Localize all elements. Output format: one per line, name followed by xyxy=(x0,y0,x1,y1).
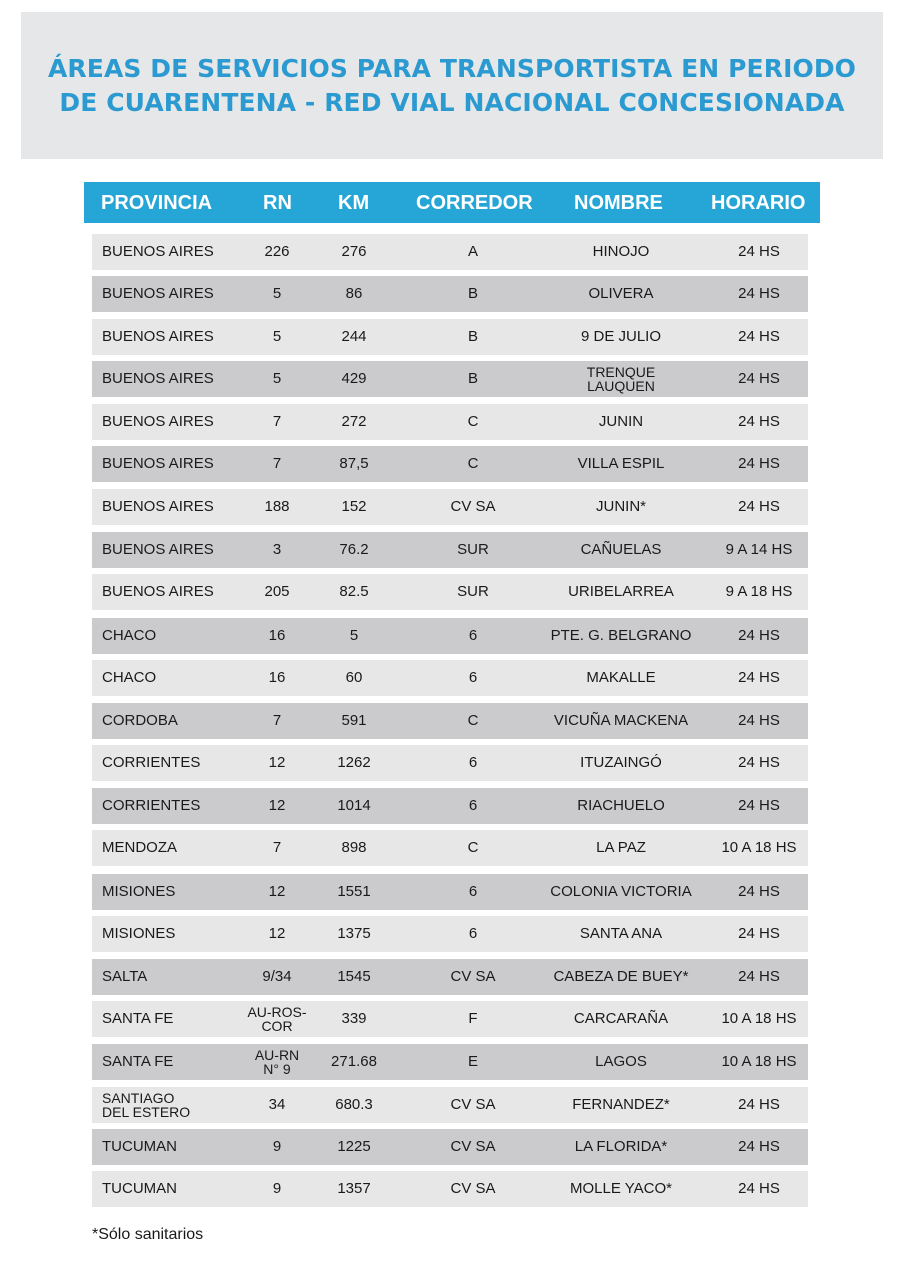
table-row xyxy=(92,489,808,525)
table-row xyxy=(92,703,808,739)
header-provincia: PROVINCIA xyxy=(101,192,213,214)
cell-rn: 5 xyxy=(272,285,282,302)
cell-rn: 9 xyxy=(272,1180,282,1197)
cell-horario: 24 HS xyxy=(738,627,780,644)
cell-horario: 10 A 18 HS xyxy=(721,1010,797,1027)
cell-horario: 24 HS xyxy=(738,455,780,472)
cell-km: 429 xyxy=(341,370,367,387)
cell-corredor: C xyxy=(467,413,479,430)
cell-corredor: CV SA xyxy=(450,1096,496,1113)
cell-horario: 24 HS xyxy=(738,370,780,387)
cell-rn: 16 xyxy=(268,627,286,644)
cell-corredor: 6 xyxy=(468,754,478,771)
cell-horario: 24 HS xyxy=(738,413,780,430)
cell-rn: 7 xyxy=(272,712,282,729)
cell-nombre: JUNIN* xyxy=(595,498,647,515)
cell-rn: 12 xyxy=(268,883,286,900)
cell-rn: AU-RN N° 9 xyxy=(254,1047,300,1077)
cell-provincia: SANTIAGO DEL ESTERO xyxy=(102,1090,191,1120)
table-row xyxy=(92,618,808,654)
table-row xyxy=(92,404,808,440)
cell-horario: 24 HS xyxy=(738,669,780,686)
cell-horario: 24 HS xyxy=(738,883,780,900)
cell-horario: 10 A 18 HS xyxy=(721,839,797,856)
table-header xyxy=(84,182,820,223)
cell-rn: 9 xyxy=(272,1138,282,1155)
cell-nombre: CARCARAÑA xyxy=(573,1010,669,1027)
cell-corredor: SUR xyxy=(457,541,489,558)
cell-nombre: CAÑUELAS xyxy=(580,541,662,558)
cell-provincia: SANTA FE xyxy=(102,1010,174,1027)
header-corredor: CORREDOR xyxy=(416,192,533,214)
cell-km: 244 xyxy=(341,328,367,345)
cell-provincia: SANTA FE xyxy=(102,1053,174,1070)
cell-nombre: TRENQUE LAUQUEN xyxy=(586,364,656,394)
cell-km: 271.68 xyxy=(331,1053,377,1070)
cell-rn: 16 xyxy=(268,669,286,686)
cell-horario: 24 HS xyxy=(738,712,780,729)
header-nombre: NOMBRE xyxy=(574,192,663,214)
cell-nombre: LAGOS xyxy=(595,1053,647,1070)
cell-rn: 34 xyxy=(268,1096,286,1113)
cell-km: 898 xyxy=(341,839,367,856)
cell-corredor: E xyxy=(467,1053,479,1070)
cell-rn: 5 xyxy=(272,328,282,345)
cell-provincia: BUENOS AIRES xyxy=(102,498,214,515)
table-row xyxy=(92,1001,808,1037)
cell-nombre: LA PAZ xyxy=(596,839,646,856)
cell-corredor: CV SA xyxy=(450,498,496,515)
cell-provincia: BUENOS AIRES xyxy=(102,455,214,472)
cell-km: 86 xyxy=(345,285,363,302)
cell-rn: 12 xyxy=(268,797,286,814)
cell-horario: 24 HS xyxy=(738,1180,780,1197)
cell-horario: 10 A 18 HS xyxy=(721,1053,797,1070)
table-row xyxy=(92,1129,808,1165)
cell-provincia: CHACO xyxy=(102,627,157,644)
cell-corredor: C xyxy=(467,455,479,472)
cell-corredor: CV SA xyxy=(450,1138,496,1155)
cell-km: 1014 xyxy=(337,797,371,814)
table-row xyxy=(92,830,808,866)
cell-km: 76.2 xyxy=(339,541,369,558)
cell-horario: 9 A 18 HS xyxy=(725,583,793,600)
table-row xyxy=(92,319,808,355)
cell-km: 1375 xyxy=(337,925,371,942)
cell-nombre: CABEZA DE BUEY* xyxy=(553,968,689,985)
cell-nombre: RIACHUELO xyxy=(577,797,665,814)
cell-corredor: 6 xyxy=(468,883,478,900)
cell-corredor: 6 xyxy=(468,925,478,942)
cell-nombre: OLIVERA xyxy=(588,285,654,302)
table-row xyxy=(92,959,808,995)
cell-horario: 24 HS xyxy=(738,285,780,302)
cell-km: 1225 xyxy=(337,1138,371,1155)
cell-km: 5 xyxy=(349,627,359,644)
cell-km: 60 xyxy=(345,669,363,686)
cell-km: 339 xyxy=(341,1010,367,1027)
table-row xyxy=(92,361,808,397)
cell-corredor: SUR xyxy=(457,583,489,600)
cell-corredor: 6 xyxy=(468,797,478,814)
cell-rn: 5 xyxy=(272,370,282,387)
cell-provincia: TUCUMAN xyxy=(102,1180,177,1197)
cell-horario: 24 HS xyxy=(738,1138,780,1155)
cell-rn: AU-ROS- COR xyxy=(247,1004,307,1034)
cell-km: 272 xyxy=(341,413,367,430)
cell-provincia: BUENOS AIRES xyxy=(102,370,214,387)
cell-corredor: 6 xyxy=(468,627,478,644)
header-horario: HORARIO xyxy=(711,192,806,214)
cell-rn: 3 xyxy=(272,541,282,558)
cell-provincia: TUCUMAN xyxy=(102,1138,177,1155)
cell-km: 87,5 xyxy=(339,455,369,472)
cell-provincia: BUENOS AIRES xyxy=(102,541,214,558)
cell-nombre: ITUZAINGÓ xyxy=(580,754,662,771)
footnote: *Sólo sanitarios xyxy=(92,1226,204,1243)
cell-provincia: CORRIENTES xyxy=(102,754,201,771)
cell-corredor: CV SA xyxy=(450,968,496,985)
cell-provincia: BUENOS AIRES xyxy=(102,328,214,345)
cell-nombre: COLONIA VICTORIA xyxy=(550,883,692,900)
page-title-line-2: DE CUARENTENA - RED VIAL NACIONAL CONCESIONADA xyxy=(59,87,845,117)
cell-km: 1551 xyxy=(337,883,371,900)
header-rn: RN xyxy=(263,192,292,214)
table-row xyxy=(92,234,808,270)
cell-horario: 24 HS xyxy=(738,754,780,771)
cell-corredor: 6 xyxy=(468,669,478,686)
cell-provincia: MISIONES xyxy=(102,883,176,900)
cell-horario: 24 HS xyxy=(738,968,780,985)
cell-nombre: MAKALLE xyxy=(586,669,656,686)
table-row xyxy=(92,1087,808,1123)
cell-km: 82.5 xyxy=(339,583,369,600)
cell-rn: 7 xyxy=(272,455,282,472)
cell-provincia: CORRIENTES xyxy=(102,797,201,814)
cell-nombre: URIBELARREA xyxy=(568,583,674,600)
cell-km: 591 xyxy=(341,712,367,729)
cell-rn: 205 xyxy=(264,583,290,600)
cell-km: 152 xyxy=(341,498,367,515)
cell-km: 1262 xyxy=(337,754,371,771)
cell-horario: 9 A 14 HS xyxy=(725,541,793,558)
cell-rn: 226 xyxy=(264,243,290,260)
cell-nombre: SANTA ANA xyxy=(579,925,663,942)
table-row xyxy=(92,788,808,824)
table-row xyxy=(92,446,808,482)
cell-horario: 24 HS xyxy=(738,328,780,345)
cell-corredor: C xyxy=(467,839,479,856)
cell-corredor: A xyxy=(467,243,479,260)
cell-provincia: BUENOS AIRES xyxy=(102,583,214,600)
cell-nombre: HINOJO xyxy=(592,243,650,260)
page-title-line-1: ÁREAS DE SERVICIOS PARA TRANSPORTISTA EN PERIODO xyxy=(47,53,857,83)
cell-rn: 188 xyxy=(264,498,290,515)
cell-provincia: MENDOZA xyxy=(102,839,177,856)
table-row xyxy=(92,1044,808,1080)
table-row xyxy=(92,874,808,910)
cell-corredor: B xyxy=(467,285,479,302)
cell-nombre: LA FLORIDA* xyxy=(574,1138,668,1155)
table-row xyxy=(92,916,808,952)
cell-km: 276 xyxy=(341,243,367,260)
table-row xyxy=(92,574,808,610)
cell-corredor: C xyxy=(467,712,479,729)
cell-horario: 24 HS xyxy=(738,1096,780,1113)
cell-rn: 7 xyxy=(272,413,282,430)
cell-provincia: SALTA xyxy=(102,968,148,985)
cell-rn: 9/34 xyxy=(262,968,292,985)
cell-nombre: FERNANDEZ* xyxy=(572,1096,670,1113)
cell-provincia: MISIONES xyxy=(102,925,176,942)
table-row xyxy=(92,745,808,781)
cell-nombre: 9 DE JULIO xyxy=(580,328,662,345)
cell-horario: 24 HS xyxy=(738,498,780,515)
title-banner xyxy=(21,12,883,159)
cell-corredor: B xyxy=(467,328,479,345)
cell-km: 1357 xyxy=(337,1180,371,1197)
table-row xyxy=(92,1171,808,1207)
cell-rn: 7 xyxy=(272,839,282,856)
cell-rn: 12 xyxy=(268,925,286,942)
table-row xyxy=(92,276,808,312)
cell-horario: 24 HS xyxy=(738,925,780,942)
cell-nombre: VILLA ESPIL xyxy=(577,455,665,472)
cell-corredor: CV SA xyxy=(450,1180,496,1197)
header-km: KM xyxy=(338,192,370,214)
cell-provincia: CORDOBA xyxy=(102,712,178,729)
cell-corredor: F xyxy=(468,1010,478,1027)
cell-provincia: BUENOS AIRES xyxy=(102,285,214,302)
table-row xyxy=(92,532,808,568)
cell-nombre: PTE. G. BELGRANO xyxy=(550,627,692,644)
cell-rn: 12 xyxy=(268,754,286,771)
cell-km: 1545 xyxy=(337,968,371,985)
cell-nombre: MOLLE YACO* xyxy=(570,1180,672,1197)
cell-corredor: B xyxy=(467,370,479,387)
table-row xyxy=(92,660,808,696)
cell-horario: 24 HS xyxy=(738,797,780,814)
cell-nombre: JUNIN xyxy=(598,413,644,430)
cell-km: 680.3 xyxy=(335,1096,373,1113)
cell-horario: 24 HS xyxy=(738,243,780,260)
cell-nombre: VICUÑA MACKENA xyxy=(553,712,689,729)
cell-provincia: BUENOS AIRES xyxy=(102,243,214,260)
cell-provincia: CHACO xyxy=(102,669,157,686)
cell-provincia: BUENOS AIRES xyxy=(102,413,214,430)
